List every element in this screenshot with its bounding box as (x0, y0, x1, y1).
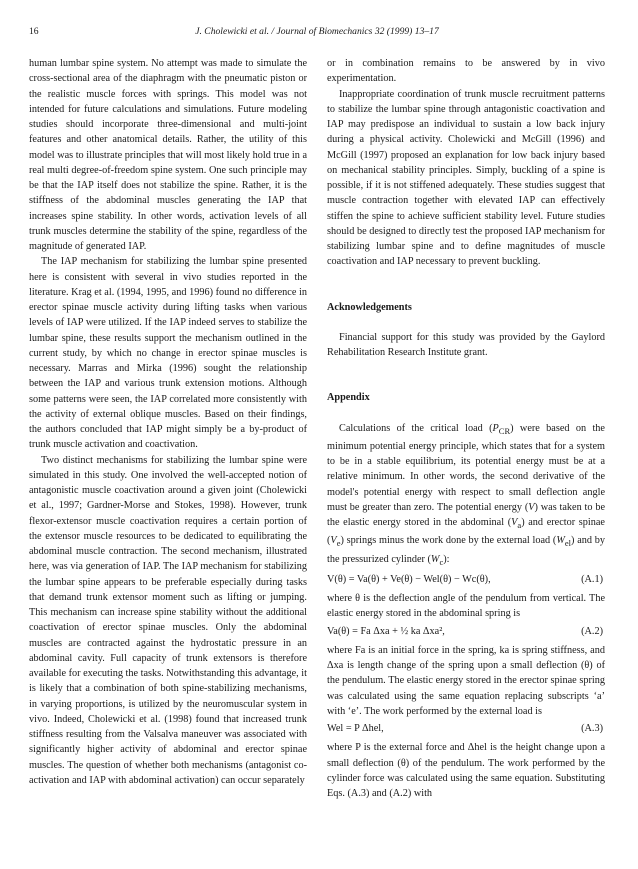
var-ve: V (330, 535, 337, 547)
var-va: V (511, 517, 518, 529)
equation-a1 (327, 572, 605, 587)
sub-c: c (439, 556, 444, 567)
equation-label: (A.2) (581, 625, 603, 637)
equation-label: (A.1) (581, 573, 603, 585)
text-span: ) and erector spinae ( (327, 517, 605, 547)
equation-body: Wel = P Δhel, (327, 723, 384, 735)
page-number: 16 (29, 26, 39, 37)
text-span: ) were based on the minimum potential energy principle, which states that for a system to be in a stable equilibrium, its potential energy must be at a relative minimum. In other words, the second derivative of the model's potential energy with respect to small deflection angle must be greater than zero. The potential energy ( (327, 422, 605, 513)
sub-e: e (336, 538, 341, 549)
equation-body: Va(θ) = Fa Δxa + ½ ka Δxa², (327, 625, 445, 637)
right-column (327, 56, 605, 801)
paragraph: Two distinct mechanisms for stabilizing the lumbar spine were simulated in this study. One involved the well-accepted notion of antagonistic muscle coactivation around a given joint (Cholewicki et al., 1997; Gardner-Morse and Stokes, 1998). However, trunk flexor-extensor muscle coactivation requires a certain portion of the extensor muscle resources to be dedicated to equilibrating the abdominal muscle contraction. The second mechanism, illustrated here, was via generation of IAP. The IAP mechanism for stabilizing the lumbar spine appears to be preferable especially during tasks that demand trunk extensor moment such as lifting or jumping. This mechanism can increase spine stability without the additional coactivation of erector spinae muscles. Only the abdominal muscles are contracted against the hydrostatic pressure in an abdominal cavity. Full capacity of trunk extensors is therefore available for executing the tasks. Notwithstanding this advantage, it is likely that a combination of both spine-stabilizing mechanisms, in varying proportions, is utilized by the neuromuscular system in vivo. Indeed, Cholewicki et al. (1998) found that increased trunk stiffness resulting from the Valsalva maneuver was associated with significantly higher activity of abdominal and erector spinae muscles. The question of whether both mechanisms (antagonist co-activation and IAP with abdominal activation) can occur separately (29, 454, 307, 786)
page-header (29, 26, 605, 40)
paragraph: Inappropriate coordination of trunk muscle recruitment patterns to stabilize the lumbar spine through antagonistic coactivation and IAP may predispose an individual to sustain a low back injury during a physical activity. Cholewicki and McGill (1996) and McGill (1997) proposed an explanation for low back injury based on mechanical stability principles. Simply, buckling of a spine is possible, if it is not stiffened adequately. These studies suggest that muscle contraction together with elevated IAP can effectively stiffen the spine to achieve sufficient stability level. Future studies should be designed to directly test the proposed IAP mechanism for stabilizing lumbar spine and to define magnitudes of muscle coactivation and IAP necessary to prevent buckling. (327, 88, 605, 268)
sub-a: a (517, 520, 522, 531)
section-heading-appendix: Appendix (327, 392, 370, 404)
appendix-paragraph: where P is the external force and Δhel is the height change upon a small deflection (θ) of the pendulum. The work performed by the cylinder force was calculated using the same equation. Substituting Eqs. (A.3) and (A.2) with (327, 742, 605, 800)
sub-cr: CR (498, 425, 511, 436)
appendix-paragraph: where θ is the deflection angle of the pendulum from vertical. The elastic energy stored in the abdominal spring is (327, 593, 605, 620)
appendix-paragraph (327, 421, 605, 570)
sub-el: el (564, 538, 572, 549)
text-span: Calculations of the critical load ( (339, 422, 493, 434)
equation-body: V(θ) = Va(θ) + Ve(θ) − Wel(θ) − Wc(θ), (327, 573, 491, 585)
acknowledgements-text: Financial support for this study was provided by the Gaylord Rehabilitation Research Institute grant. (327, 331, 605, 358)
left-column (29, 56, 307, 788)
equation-a3 (327, 721, 605, 736)
var-v: V (528, 501, 535, 513)
text-span: ): (443, 553, 450, 565)
paragraph: The IAP mechanism for stabilizing the lumbar spine presented here is consistent with several in vivo studies reported in the literature. Krag et al. (1994, 1995, and 1996) found no difference in erector spinae muscle activity during lifting tasks when various levels of IAP were utilized. If the IAP indeed serves to stabilize the lumbar spine, these results support the mechanism outlined in the current study, by which no change in erector spinae muscles is necessary. Marras and Mirka (1996) sought the relationship between the IAP and various trunk extension motions. Although some patterns were seen, the IAP correlated more consistently with the activity of external oblique muscles. Based on their findings, the authors concluded that IAP might simply be a by-product of trunk muscle activation and coactivation. (29, 256, 307, 451)
var-wel: W (556, 535, 565, 547)
section-heading-acknowledgements: Acknowledgements (327, 301, 412, 313)
equation-a2 (327, 624, 605, 639)
text-span: ) was taken to be the elastic energy stored in the abdominal ( (327, 501, 605, 529)
text-span: ) and by the pressurized cylinder ( (327, 535, 605, 565)
equation-label: (A.3) (581, 723, 603, 735)
var-wc: W (430, 553, 440, 565)
paragraph: or in combination remains to be answered by in vivo experimentation. (327, 58, 605, 85)
paragraph: human lumbar spine system. No attempt was made to simulate the cross-sectional area of the diaphragm with the pneumatic piston or the realistic muscle forces with springs. This model was not intended for future calculations and simulations. Future modeling studies should incorporate three-dimensional and multi-joint features and other anatomical details. Rather, the utility of this model was to illustrate principles that will most likely hold true in a real multi degree-of-freedom spine system. One such principle may be that the IAP itself does not stabilize the spine. Rather, it is the stiffness of the abdominal muscles generating the IAP that increases spine stability. In other words, activation levels of all trunk muscles determine the stability of the spine, regardless of the magnitude of generated IAP. (29, 58, 307, 252)
appendix-paragraph: where Fa is an initial force in the spring, ka is spring stiffness, and Δxa is length change of the spring upon a small deflection (θ) of the pendulum. The elastic energy stored in the erector spinae spring was calculated using the same equation replacing subscripts ‘a’ with ‘e’. The work performed by the external load is (327, 644, 605, 717)
text-span: ) springs minus the work done by the external load ( (340, 535, 557, 547)
var-p: P (492, 422, 499, 434)
running-title: J. Cholewicki et al. / Journal of Biomechanics 32 (1999) 13–17 (195, 26, 439, 37)
